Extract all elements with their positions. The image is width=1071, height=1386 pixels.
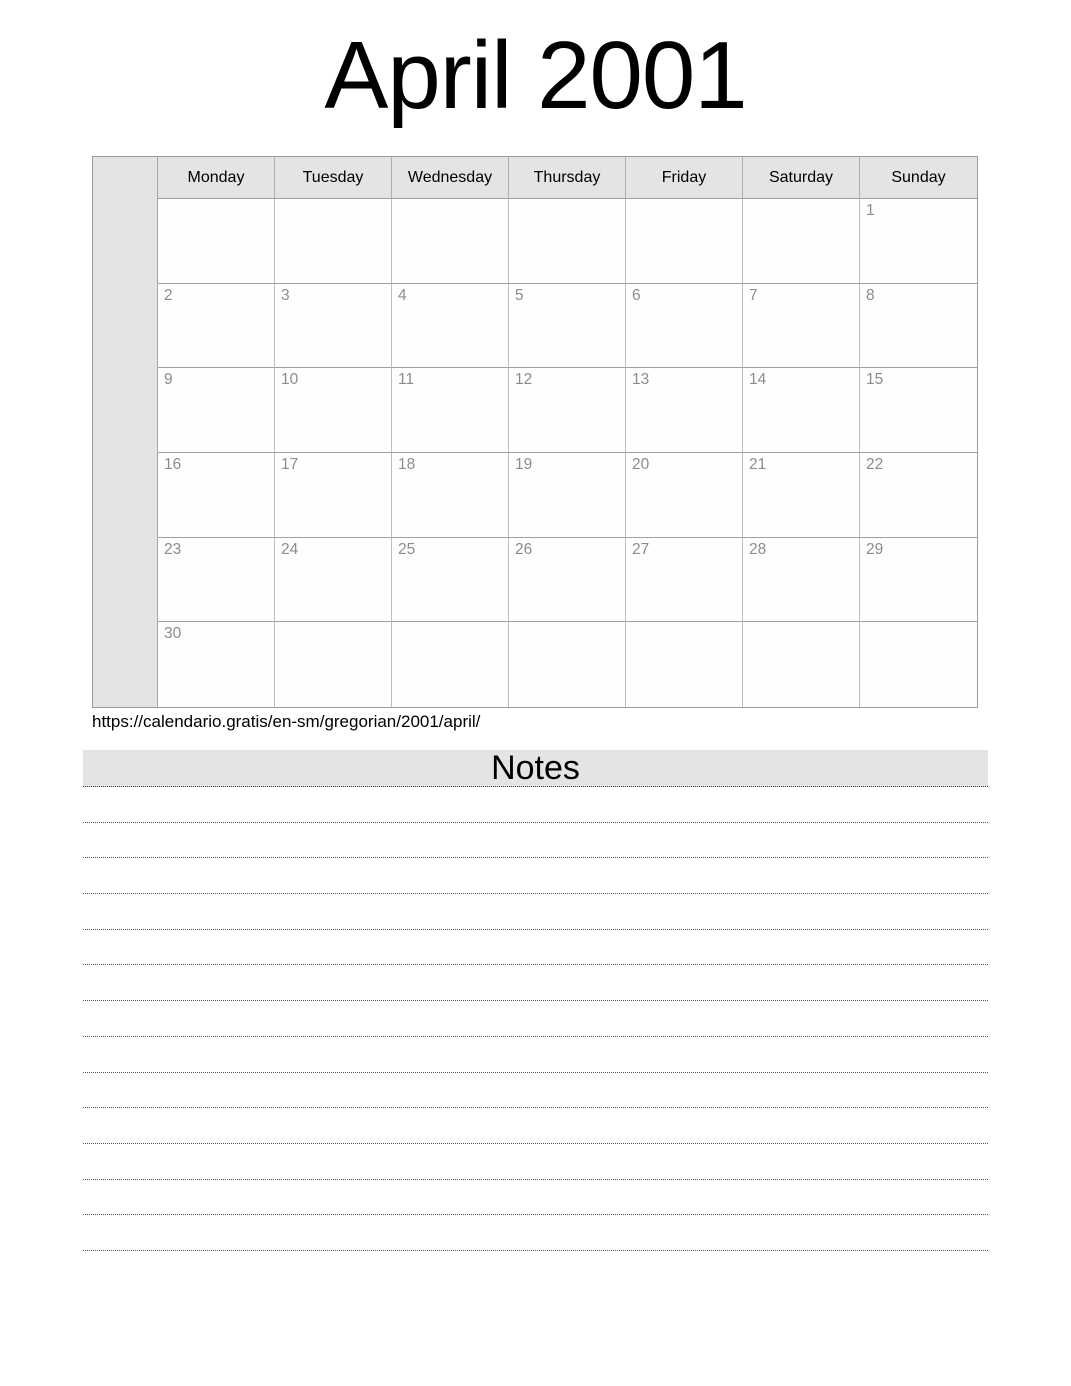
calendar-table xyxy=(92,156,978,708)
day-header-wednesday: Wednesday xyxy=(392,157,509,199)
date-number: 17 xyxy=(281,455,299,473)
date-number: 22 xyxy=(866,455,884,473)
day-cell xyxy=(275,368,392,453)
note-line xyxy=(83,1108,988,1144)
day-header-monday: Monday xyxy=(158,157,275,199)
date-number: 27 xyxy=(632,540,650,558)
date-number: 20 xyxy=(632,455,650,473)
date-number: 1 xyxy=(866,202,875,219)
day-cell xyxy=(860,199,977,284)
day-cell xyxy=(860,368,977,453)
note-line xyxy=(83,1073,988,1109)
day-cell xyxy=(392,284,509,369)
date-number: 9 xyxy=(164,371,173,389)
day-cell xyxy=(860,538,977,623)
date-number: 10 xyxy=(281,371,299,389)
day-cell xyxy=(626,538,743,623)
note-line xyxy=(83,1144,988,1180)
date-number: 28 xyxy=(749,540,767,558)
day-cell xyxy=(860,622,977,707)
day-header-thursday: Thursday xyxy=(509,157,626,199)
date-number: 13 xyxy=(632,371,650,389)
note-line xyxy=(83,787,988,823)
date-number: 15 xyxy=(866,371,884,389)
notes-header xyxy=(83,750,988,787)
day-cell xyxy=(626,284,743,369)
day-header-friday: Friday xyxy=(626,157,743,199)
date-number: 6 xyxy=(632,286,641,304)
day-cell xyxy=(275,538,392,623)
day-cell xyxy=(158,453,275,538)
date-number: 26 xyxy=(515,540,533,558)
note-line xyxy=(83,965,988,1001)
day-cell xyxy=(275,622,392,707)
day-cell xyxy=(626,368,743,453)
day-cell xyxy=(743,622,860,707)
day-cell xyxy=(743,199,860,284)
day-cell xyxy=(275,453,392,538)
date-number: 8 xyxy=(866,286,875,304)
day-cell xyxy=(158,284,275,369)
date-number: 5 xyxy=(515,286,524,304)
date-number: 25 xyxy=(398,540,416,558)
date-number: 16 xyxy=(164,455,182,473)
note-line xyxy=(83,1180,988,1216)
date-number: 19 xyxy=(515,455,533,473)
note-line xyxy=(83,894,988,930)
day-cell xyxy=(743,453,860,538)
day-cell xyxy=(509,622,626,707)
notes-lines xyxy=(83,787,988,1251)
day-cell xyxy=(392,538,509,623)
date-number: 14 xyxy=(749,371,767,389)
day-cell xyxy=(626,622,743,707)
notes-title: Notes xyxy=(491,749,580,787)
day-cell xyxy=(509,453,626,538)
note-line xyxy=(83,1037,988,1073)
day-header-saturday: Saturday xyxy=(743,157,860,199)
day-cell xyxy=(509,199,626,284)
day-cell xyxy=(392,368,509,453)
day-cell xyxy=(743,538,860,623)
day-cell xyxy=(158,199,275,284)
date-number: 24 xyxy=(281,540,299,558)
day-cell xyxy=(626,199,743,284)
date-number: 12 xyxy=(515,371,533,389)
day-cell xyxy=(158,538,275,623)
note-line xyxy=(83,858,988,894)
date-number: 21 xyxy=(749,455,767,473)
note-line xyxy=(83,823,988,859)
day-cell xyxy=(509,538,626,623)
day-cell xyxy=(392,622,509,707)
page-title: April 2001 xyxy=(324,22,747,129)
day-header-sunday: Sunday xyxy=(860,157,977,199)
day-cell xyxy=(275,284,392,369)
date-number: 4 xyxy=(398,286,407,304)
note-line xyxy=(83,1001,988,1037)
day-cell xyxy=(743,368,860,453)
day-cell xyxy=(509,284,626,369)
date-number: 3 xyxy=(281,286,290,304)
date-number: 23 xyxy=(164,540,182,558)
day-cell xyxy=(860,453,977,538)
day-cell xyxy=(392,453,509,538)
day-cell xyxy=(860,284,977,369)
date-number: 11 xyxy=(398,371,415,389)
day-cell xyxy=(392,199,509,284)
date-number: 7 xyxy=(749,286,758,304)
date-number: 2 xyxy=(164,286,173,304)
day-cell xyxy=(275,199,392,284)
day-header-tuesday: Tuesday xyxy=(275,157,392,199)
note-line xyxy=(83,930,988,966)
day-cell xyxy=(509,368,626,453)
note-line xyxy=(83,1215,988,1251)
source-url: https://calendario.gratis/en-sm/gregorian/2001/april/ xyxy=(92,712,481,731)
date-number: 29 xyxy=(866,540,884,558)
day-cell xyxy=(626,453,743,538)
calendar-left-margin xyxy=(93,157,158,707)
day-cell xyxy=(158,368,275,453)
date-number: 18 xyxy=(398,455,416,473)
day-cell xyxy=(158,622,275,707)
day-cell xyxy=(743,284,860,369)
date-number: 30 xyxy=(164,625,182,643)
